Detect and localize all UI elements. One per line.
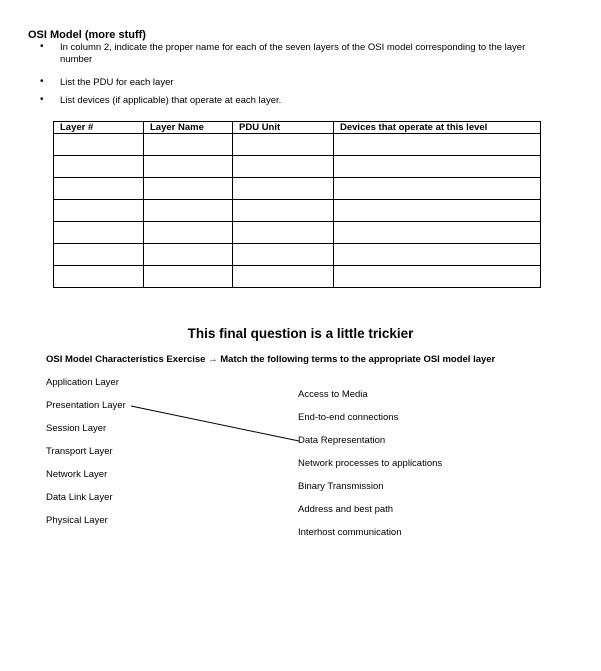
term-binary-transmission: Binary Transmission xyxy=(298,481,384,492)
term-access-to-media: Access to Media xyxy=(298,389,368,400)
bullet-icon: • xyxy=(40,76,44,87)
term-end-to-end-connections: End-to-end connections xyxy=(298,412,399,423)
layer-transport: Transport Layer xyxy=(46,446,113,457)
layer-presentation: Presentation Layer xyxy=(46,400,126,411)
instruction-text: In column 2, indicate the proper name for each of the seven layers of the OSI model corresponding to the layer number xyxy=(60,42,526,65)
layer-application: Application Layer xyxy=(46,377,119,388)
layer-network: Network Layer xyxy=(46,469,108,480)
instruction-text: List devices (if applicable) that operate at each layer. xyxy=(60,95,282,106)
term-address-best-path: Address and best path xyxy=(298,504,394,515)
term-interhost-communication: Interhost communication xyxy=(298,527,402,538)
layer-data-link: Data Link Layer xyxy=(46,492,113,503)
header-devices: Devices that operate at this level xyxy=(334,122,541,134)
match-line-presentation-data-representation xyxy=(131,406,299,441)
layer-session: Session Layer xyxy=(46,423,107,434)
header-layer-name: Layer Name xyxy=(144,122,233,134)
header-layer-number: Layer # xyxy=(54,122,144,134)
term-data-representation: Data Representation xyxy=(298,435,386,446)
page-title: OSI Model (more stuff) xyxy=(28,29,146,41)
header-pdu-unit: PDU Unit xyxy=(233,122,334,134)
layer-physical: Physical Layer xyxy=(46,515,108,526)
bullet-icon: • xyxy=(40,41,44,52)
term-network-processes: Network processes to applications xyxy=(298,458,443,469)
final-question-heading: This final question is a little trickier xyxy=(187,326,414,341)
bullet-icon: • xyxy=(40,94,44,105)
instruction-text: List the PDU for each layer xyxy=(60,77,174,88)
exercise-title: OSI Model Characteristics Exercise → Match the following terms to the appropriate OSI model layer xyxy=(46,354,496,365)
